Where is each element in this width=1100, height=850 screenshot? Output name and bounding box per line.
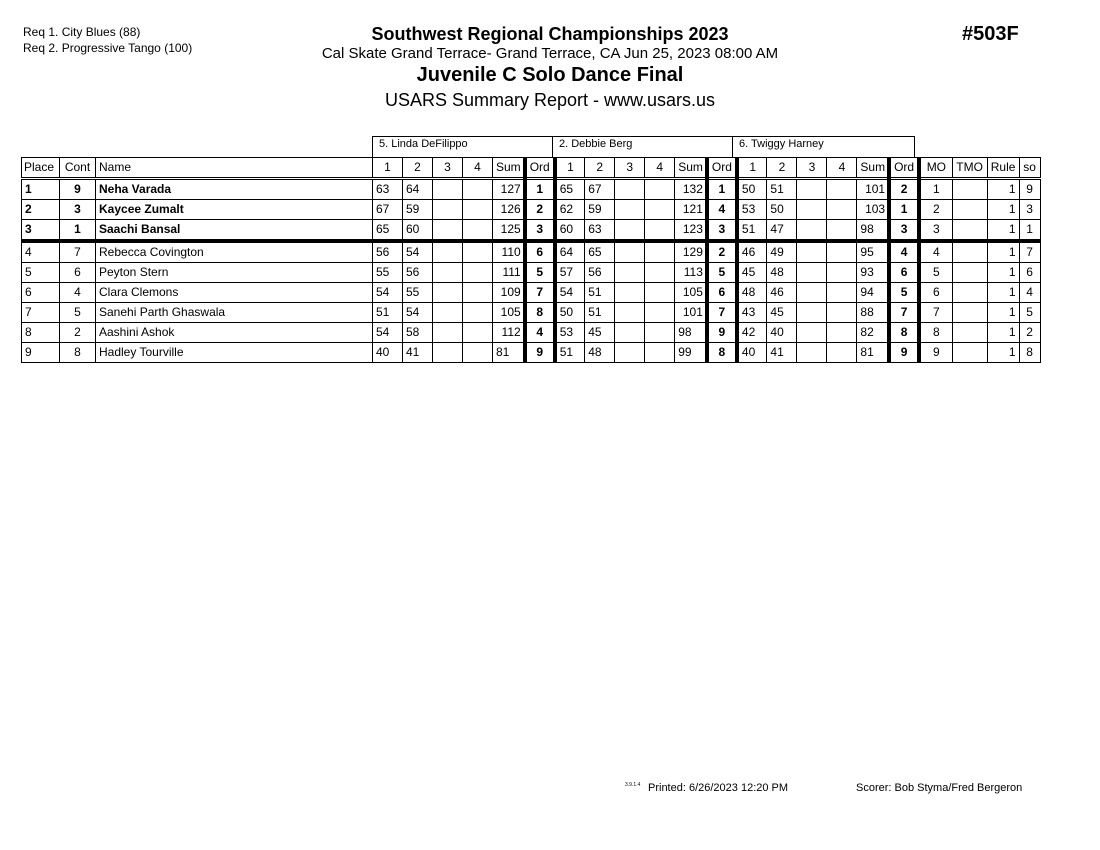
majority-ordinal-cell: 2 <box>919 200 952 220</box>
judge-2-score-1-cell: 65 <box>555 179 585 200</box>
judge-1-score-1-cell: 65 <box>373 220 403 242</box>
col-j1-s3: 3 <box>433 158 463 179</box>
judge-1-score-3-cell <box>433 343 463 363</box>
skater-name-cell: Hadley Tourville <box>96 343 373 363</box>
col-j3-s3: 3 <box>797 158 827 179</box>
judge-2-score-3-cell <box>615 263 645 283</box>
skater-name-cell: Rebecca Covington <box>96 241 373 263</box>
competition-title: Southwest Regional Championships 2023 <box>371 24 729 44</box>
place-cell: 2 <box>22 200 60 220</box>
judge-1-ordinal-cell: 3 <box>525 220 555 242</box>
majority-ordinal-cell: 4 <box>919 241 952 263</box>
col-rule: Rule <box>987 158 1019 179</box>
place-cell: 5 <box>22 263 60 283</box>
result-row <box>22 343 1041 363</box>
judge-2-score-2-cell: 45 <box>585 323 615 343</box>
judge-2-score-2-cell: 56 <box>585 263 615 283</box>
judge-2-score-4-cell <box>645 283 675 303</box>
judge-1-score-1-cell: 55 <box>373 263 403 283</box>
printed-timestamp: Printed: 6/26/2023 12:20 PM <box>648 782 789 794</box>
judge-1-score-2-cell: 56 <box>403 263 433 283</box>
judge-1-score-1-cell: 67 <box>373 200 403 220</box>
skate-order-cell: 1 <box>1019 220 1040 242</box>
judge-2-sum-cell: 101 <box>675 303 707 323</box>
judge-1-sum-cell: 111 <box>493 263 525 283</box>
judge-3-score-3-cell <box>797 323 827 343</box>
judge-2-sum-cell: 123 <box>675 220 707 242</box>
judge-2-ordinal-cell: 1 <box>707 179 737 200</box>
judge-2-score-1-cell: 60 <box>555 220 585 242</box>
contestant-number-cell: 2 <box>60 323 96 343</box>
result-row <box>22 283 1041 303</box>
judge-2-score-4-cell <box>645 303 675 323</box>
total-majority-ordinal-cell <box>952 263 987 283</box>
total-majority-ordinal-cell <box>952 303 987 323</box>
judge-3-score-1-cell: 46 <box>737 241 767 263</box>
results-table <box>21 157 1041 363</box>
judge-1-ordinal-cell: 2 <box>525 200 555 220</box>
judge-2-score-2-cell: 51 <box>585 283 615 303</box>
contestant-number-cell: 7 <box>60 241 96 263</box>
judge-2-score-1-cell: 62 <box>555 200 585 220</box>
judge-1-score-4-cell <box>463 220 493 242</box>
judge-3-score-2-cell: 49 <box>767 241 797 263</box>
judge-3-sum-cell: 88 <box>857 303 889 323</box>
judge-1-score-4-cell <box>463 283 493 303</box>
judge-2-sum-cell: 98 <box>675 323 707 343</box>
col-j2-s4: 4 <box>645 158 675 179</box>
judge-3-score-3-cell <box>797 303 827 323</box>
judge-3-score-2-cell: 47 <box>767 220 797 242</box>
contestant-number-cell: 8 <box>60 343 96 363</box>
col-j3-sum: Sum <box>857 158 889 179</box>
judge-3-ordinal-cell: 8 <box>889 323 919 343</box>
judge-2-score-3-cell <box>615 220 645 242</box>
judge-1-sum-cell: 112 <box>493 323 525 343</box>
total-majority-ordinal-cell <box>952 220 987 242</box>
rule-cell: 1 <box>987 323 1019 343</box>
majority-ordinal-cell: 3 <box>919 220 952 242</box>
judge-1-score-1-cell: 56 <box>373 241 403 263</box>
judge-2-score-4-cell <box>645 220 675 242</box>
judge-2-score-4-cell <box>645 179 675 200</box>
judge-3-ordinal-cell: 6 <box>889 263 919 283</box>
contestant-number-cell: 1 <box>60 220 96 242</box>
result-row <box>22 323 1041 343</box>
col-j3-ord: Ord <box>889 158 919 179</box>
judge-3-score-1-cell: 51 <box>737 220 767 242</box>
judge-3-score-3-cell <box>797 179 827 200</box>
judge-3-sum-cell: 95 <box>857 241 889 263</box>
judge-1-score-1-cell: 54 <box>373 283 403 303</box>
report-title: USARS Summary Report - www.usars.us <box>384 90 716 110</box>
contestant-number-cell: 6 <box>60 263 96 283</box>
judge-2-score-3-cell <box>615 179 645 200</box>
judge-2-score-2-cell: 67 <box>585 179 615 200</box>
place-cell: 9 <box>22 343 60 363</box>
judge-3-score-2-cell: 46 <box>767 283 797 303</box>
judge-3-score-1-cell: 42 <box>737 323 767 343</box>
col-j2-ord: Ord <box>707 158 737 179</box>
judge-1-ordinal-cell: 8 <box>525 303 555 323</box>
judge-1-score-3-cell <box>433 323 463 343</box>
judge-1-ordinal-cell: 5 <box>525 263 555 283</box>
judge-3-header: 6. Twiggy Harney <box>732 136 915 157</box>
judge-1-score-4-cell <box>463 241 493 263</box>
judge-3-ordinal-cell: 4 <box>889 241 919 263</box>
skate-order-cell: 4 <box>1019 283 1040 303</box>
place-cell: 4 <box>22 241 60 263</box>
judge-1-score-2-cell: 59 <box>403 200 433 220</box>
result-row <box>22 303 1041 323</box>
venue-date: Cal Skate Grand Terrace- Grand Terrace, CA Jun 25, 2023 08:00 AM <box>321 45 779 62</box>
place-cell: 7 <box>22 303 60 323</box>
judge-3-score-1-cell: 48 <box>737 283 767 303</box>
judge-3-score-4-cell <box>827 283 857 303</box>
judge-2-score-1-cell: 50 <box>555 303 585 323</box>
judge-2-score-4-cell <box>645 323 675 343</box>
judge-2-score-3-cell <box>615 303 645 323</box>
judge-2-score-3-cell <box>615 200 645 220</box>
judge-3-score-1-cell: 53 <box>737 200 767 220</box>
requirement-2: Req 2. Progressive Tango (100) <box>23 41 193 55</box>
judge-1-ordinal-cell: 9 <box>525 343 555 363</box>
event-title: Juvenile C Solo Dance Final <box>416 64 684 86</box>
judge-3-score-3-cell <box>797 200 827 220</box>
judge-1-ordinal-cell: 6 <box>525 241 555 263</box>
judge-1-sum-cell: 109 <box>493 283 525 303</box>
judge-2-score-2-cell: 59 <box>585 200 615 220</box>
majority-ordinal-cell: 9 <box>919 343 952 363</box>
col-j2-s2: 2 <box>585 158 615 179</box>
col-place: Place <box>22 158 60 179</box>
total-majority-ordinal-cell <box>952 283 987 303</box>
judge-2-sum-cell: 99 <box>675 343 707 363</box>
header-row <box>22 158 1041 179</box>
judge-3-score-3-cell <box>797 283 827 303</box>
judge-2-score-1-cell: 64 <box>555 241 585 263</box>
col-j1-s2: 2 <box>403 158 433 179</box>
skater-name-cell: Aashini Ashok <box>96 323 373 343</box>
judge-1-score-3-cell <box>433 263 463 283</box>
rule-cell: 1 <box>987 179 1019 200</box>
col-name: Name <box>96 158 373 179</box>
col-j2-sum: Sum <box>675 158 707 179</box>
scorer-label: Scorer: Bob Styma/Fred Bergeron <box>856 782 1023 794</box>
col-j2-s3: 3 <box>615 158 645 179</box>
contestant-number-cell: 4 <box>60 283 96 303</box>
judge-3-score-3-cell <box>797 343 827 363</box>
place-cell: 3 <box>22 220 60 242</box>
judge-2-score-2-cell: 65 <box>585 241 615 263</box>
judge-3-sum-cell: 103 <box>857 200 889 220</box>
judge-1-score-3-cell <box>433 200 463 220</box>
judge-3-sum-cell: 93 <box>857 263 889 283</box>
result-row <box>22 220 1041 242</box>
contestant-number-cell: 5 <box>60 303 96 323</box>
skater-name-cell: Neha Varada <box>96 179 373 200</box>
majority-ordinal-cell: 7 <box>919 303 952 323</box>
rule-cell: 1 <box>987 343 1019 363</box>
judge-2-score-3-cell <box>615 241 645 263</box>
judge-3-sum-cell: 101 <box>857 179 889 200</box>
judge-1-score-3-cell <box>433 241 463 263</box>
judge-3-ordinal-cell: 7 <box>889 303 919 323</box>
judge-2-ordinal-cell: 3 <box>707 220 737 242</box>
judge-3-score-4-cell <box>827 303 857 323</box>
judge-1-sum-cell: 127 <box>493 179 525 200</box>
judge-3-score-1-cell: 50 <box>737 179 767 200</box>
judge-1-score-2-cell: 41 <box>403 343 433 363</box>
total-majority-ordinal-cell <box>952 323 987 343</box>
col-tmo: TMO <box>952 158 987 179</box>
place-cell: 1 <box>22 179 60 200</box>
judge-2-ordinal-cell: 9 <box>707 323 737 343</box>
judge-1-score-2-cell: 54 <box>403 241 433 263</box>
judge-1-score-4-cell <box>463 343 493 363</box>
result-row <box>22 179 1041 200</box>
judge-2-ordinal-cell: 5 <box>707 263 737 283</box>
judge-1-score-4-cell <box>463 200 493 220</box>
judge-3-score-4-cell <box>827 220 857 242</box>
skate-order-cell: 5 <box>1019 303 1040 323</box>
judge-2-header: 2. Debbie Berg <box>552 136 733 157</box>
judge-2-ordinal-cell: 7 <box>707 303 737 323</box>
judge-3-sum-cell: 81 <box>857 343 889 363</box>
judge-3-score-2-cell: 48 <box>767 263 797 283</box>
judge-3-score-3-cell <box>797 263 827 283</box>
judge-2-ordinal-cell: 6 <box>707 283 737 303</box>
judge-3-score-2-cell: 45 <box>767 303 797 323</box>
total-majority-ordinal-cell <box>952 179 987 200</box>
judge-2-score-3-cell <box>615 343 645 363</box>
rule-cell: 1 <box>987 303 1019 323</box>
judge-1-ordinal-cell: 1 <box>525 179 555 200</box>
judge-1-sum-cell: 125 <box>493 220 525 242</box>
total-majority-ordinal-cell <box>952 343 987 363</box>
skate-order-cell: 2 <box>1019 323 1040 343</box>
result-row <box>22 200 1041 220</box>
skater-name-cell: Clara Clemons <box>96 283 373 303</box>
judge-3-score-4-cell <box>827 323 857 343</box>
judge-2-score-1-cell: 53 <box>555 323 585 343</box>
result-row <box>22 263 1041 283</box>
col-so: so <box>1019 158 1040 179</box>
judge-3-score-1-cell: 40 <box>737 343 767 363</box>
judge-3-score-1-cell: 43 <box>737 303 767 323</box>
judge-2-score-4-cell <box>645 200 675 220</box>
judge-1-score-2-cell: 54 <box>403 303 433 323</box>
judge-1-ordinal-cell: 7 <box>525 283 555 303</box>
contestant-number-cell: 9 <box>60 179 96 200</box>
skate-order-cell: 7 <box>1019 241 1040 263</box>
judge-1-sum-cell: 126 <box>493 200 525 220</box>
total-majority-ordinal-cell <box>952 241 987 263</box>
judge-2-score-3-cell <box>615 283 645 303</box>
skate-order-cell: 9 <box>1019 179 1040 200</box>
judge-3-score-2-cell: 40 <box>767 323 797 343</box>
judge-1-score-3-cell <box>433 179 463 200</box>
col-j3-s2: 2 <box>767 158 797 179</box>
col-cont: Cont <box>60 158 96 179</box>
judge-2-score-1-cell: 51 <box>555 343 585 363</box>
judge-2-score-1-cell: 54 <box>555 283 585 303</box>
event-number: #503F <box>962 23 1019 45</box>
rule-cell: 1 <box>987 283 1019 303</box>
col-j1-s4: 4 <box>463 158 493 179</box>
judge-1-score-4-cell <box>463 323 493 343</box>
rule-cell: 1 <box>987 263 1019 283</box>
judge-2-ordinal-cell: 8 <box>707 343 737 363</box>
col-j1-s1: 1 <box>373 158 403 179</box>
judge-1-ordinal-cell: 4 <box>525 323 555 343</box>
skater-name-cell: Saachi Bansal <box>96 220 373 242</box>
judge-2-score-3-cell <box>615 323 645 343</box>
judge-3-ordinal-cell: 1 <box>889 200 919 220</box>
judge-2-sum-cell: 113 <box>675 263 707 283</box>
judge-2-ordinal-cell: 4 <box>707 200 737 220</box>
judge-3-ordinal-cell: 3 <box>889 220 919 242</box>
version-label: 3.9.1.4 <box>625 782 641 788</box>
contestant-number-cell: 3 <box>60 200 96 220</box>
place-cell: 6 <box>22 283 60 303</box>
judge-1-score-3-cell <box>433 283 463 303</box>
col-j1-sum: Sum <box>493 158 525 179</box>
judge-3-ordinal-cell: 2 <box>889 179 919 200</box>
judge-1-header: 5. Linda DeFilippo <box>372 136 553 157</box>
rule-cell: 1 <box>987 220 1019 242</box>
judge-3-score-2-cell: 50 <box>767 200 797 220</box>
majority-ordinal-cell: 5 <box>919 263 952 283</box>
judge-3-score-4-cell <box>827 200 857 220</box>
judge-1-score-1-cell: 63 <box>373 179 403 200</box>
judge-3-score-2-cell: 51 <box>767 179 797 200</box>
judge-2-score-2-cell: 63 <box>585 220 615 242</box>
judge-1-score-4-cell <box>463 179 493 200</box>
judge-3-score-3-cell <box>797 241 827 263</box>
judge-2-score-4-cell <box>645 343 675 363</box>
majority-ordinal-cell: 1 <box>919 179 952 200</box>
judge-3-score-4-cell <box>827 263 857 283</box>
judge-1-score-1-cell: 51 <box>373 303 403 323</box>
judge-1-score-1-cell: 54 <box>373 323 403 343</box>
skater-name-cell: Sanehi Parth Ghaswala <box>96 303 373 323</box>
requirement-1: Req 1. City Blues (88) <box>23 25 141 39</box>
skate-order-cell: 6 <box>1019 263 1040 283</box>
judge-3-ordinal-cell: 9 <box>889 343 919 363</box>
judge-1-score-2-cell: 55 <box>403 283 433 303</box>
total-majority-ordinal-cell <box>952 200 987 220</box>
judge-3-ordinal-cell: 5 <box>889 283 919 303</box>
judge-3-sum-cell: 94 <box>857 283 889 303</box>
rule-cell: 1 <box>987 241 1019 263</box>
judge-1-score-4-cell <box>463 263 493 283</box>
judge-3-sum-cell: 82 <box>857 323 889 343</box>
majority-ordinal-cell: 8 <box>919 323 952 343</box>
skater-name-cell: Peyton Stern <box>96 263 373 283</box>
skate-order-cell: 8 <box>1019 343 1040 363</box>
judge-3-sum-cell: 98 <box>857 220 889 242</box>
judge-3-score-4-cell <box>827 241 857 263</box>
judge-2-score-4-cell <box>645 241 675 263</box>
judge-1-score-2-cell: 58 <box>403 323 433 343</box>
judge-1-score-2-cell: 60 <box>403 220 433 242</box>
judge-2-sum-cell: 105 <box>675 283 707 303</box>
judge-3-score-2-cell: 41 <box>767 343 797 363</box>
judge-3-score-1-cell: 45 <box>737 263 767 283</box>
judge-2-sum-cell: 132 <box>675 179 707 200</box>
judge-2-sum-cell: 121 <box>675 200 707 220</box>
result-row <box>22 241 1041 263</box>
judge-2-score-2-cell: 48 <box>585 343 615 363</box>
col-j1-ord: Ord <box>525 158 555 179</box>
judge-1-sum-cell: 110 <box>493 241 525 263</box>
judge-2-score-4-cell <box>645 263 675 283</box>
judge-3-score-4-cell <box>827 343 857 363</box>
judge-1-sum-cell: 105 <box>493 303 525 323</box>
judge-2-ordinal-cell: 2 <box>707 241 737 263</box>
judge-3-score-4-cell <box>827 179 857 200</box>
judge-2-score-1-cell: 57 <box>555 263 585 283</box>
place-cell: 8 <box>22 323 60 343</box>
col-j2-s1: 1 <box>555 158 585 179</box>
judge-2-score-2-cell: 51 <box>585 303 615 323</box>
col-mo: MO <box>919 158 952 179</box>
judge-1-sum-cell: 81 <box>493 343 525 363</box>
judge-2-sum-cell: 129 <box>675 241 707 263</box>
judge-1-score-4-cell <box>463 303 493 323</box>
judge-1-score-1-cell: 40 <box>373 343 403 363</box>
skate-order-cell: 3 <box>1019 200 1040 220</box>
majority-ordinal-cell: 6 <box>919 283 952 303</box>
judge-1-score-3-cell <box>433 303 463 323</box>
col-j3-s4: 4 <box>827 158 857 179</box>
skater-name-cell: Kaycee Zumalt <box>96 200 373 220</box>
rule-cell: 1 <box>987 200 1019 220</box>
judge-1-score-3-cell <box>433 220 463 242</box>
judge-3-score-3-cell <box>797 220 827 242</box>
col-j3-s1: 1 <box>737 158 767 179</box>
judge-1-score-2-cell: 64 <box>403 179 433 200</box>
